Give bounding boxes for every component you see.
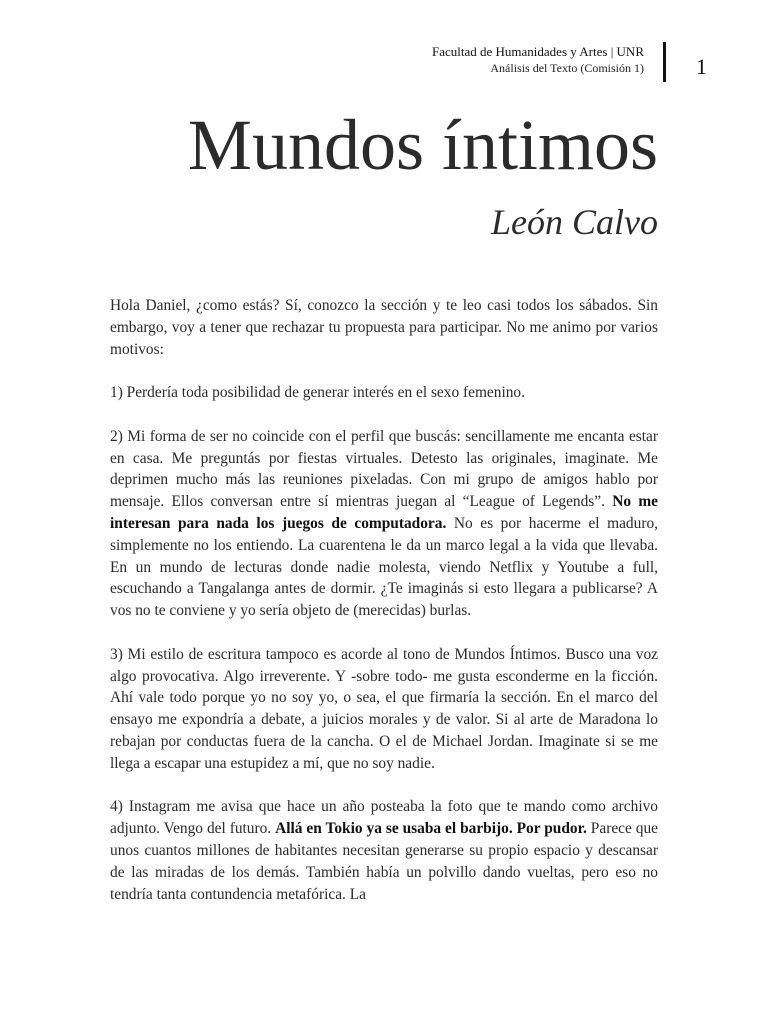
document-body (110, 295, 658, 927)
text-run: No es por hacerme el maduro, simplemente no los entiendo. La cuarentena le da un marco legal a la vida que llevaba. En un mundo de lecturas donde nadie molesta, viendo Netflix y Youtube a full, escuchando a Tangalanga antes de dormir. ¿Te imaginás si esto llegara a publicarse? A vos no te conviene y yo sería objeto de (merecidas) burlas. (110, 514, 658, 620)
course-label: Análisis del Texto (Comisión 1) (490, 61, 644, 75)
text-run: 2) Mi forma de ser no coincide con el perfil que buscás: sencillamente me encanta estar en casa. Me preguntás por fiestas virtuales. Detesto las originales, imaginate. Me deprimen mucho más las reuniones pixeladas. Con mi grupo de amigos hablo por mensaje. Ellos conversan entre sí mientras juegan al “League of Legends”. (110, 427, 658, 511)
bold-text-run: Allá en Tokio ya se usaba el barbijo. Por pudor. (275, 820, 587, 838)
header-divider (663, 42, 666, 82)
bold-text-run: No me interesan para nada los juegos de computadora. (110, 493, 659, 532)
paragraph-greeting: Hola Daniel, ¿como estás? Sí, conozco la sección y te leo casi todos los sábados. Sin embargo, voy a tener que rechazar tu propuesta para participar. No me animo por varios motivos: (110, 297, 658, 358)
author-name: León Calvo (491, 202, 658, 242)
paragraph-reason-4 (110, 796, 658, 905)
text-run: 4) Instagram me avisa que hace un año posteaba la foto que te mando como archivo adjunto. Vengo del futuro. (110, 798, 658, 838)
paragraph-reason-2 (110, 426, 658, 622)
text-run: Parece que unos cuantos millones de habitantes necesitan generarse su propio espacio y descansar de las miradas de los demás. También había un polvillo dando vueltas, pero eso no tendría tanta contundencia metafórica. La (110, 820, 658, 903)
paragraph-reason-3: 3) Mi estilo de escritura tampoco es acorde al tono de Mundos Íntimos. Busco una voz algo provocativa. Algo irreverente. Y -sobre todo- me gusta esconderme en la ficción. Ahí vale todo porque yo no soy yo, o sea, el que firmaría la sección. En el marco del ensayo me expondría a debate, a juicios morales y de valor. Si al arte de Maradona lo rebajan por conductas fuera de la cancha. O el de Michael Jordan. Imaginate si se me llega a escapar una estupidez a mí, que no soy nadie. (110, 645, 658, 772)
page-number: 1 (696, 54, 707, 79)
page-header (244, 44, 644, 77)
paragraph-reason-1: 1) Perdería toda posibilidad de generar interés en el sexo femenino. (110, 384, 525, 402)
document-title: Mundos íntimos (187, 105, 658, 185)
institution-label: Facultad de Humanidades y Artes | UNR (431, 44, 644, 59)
